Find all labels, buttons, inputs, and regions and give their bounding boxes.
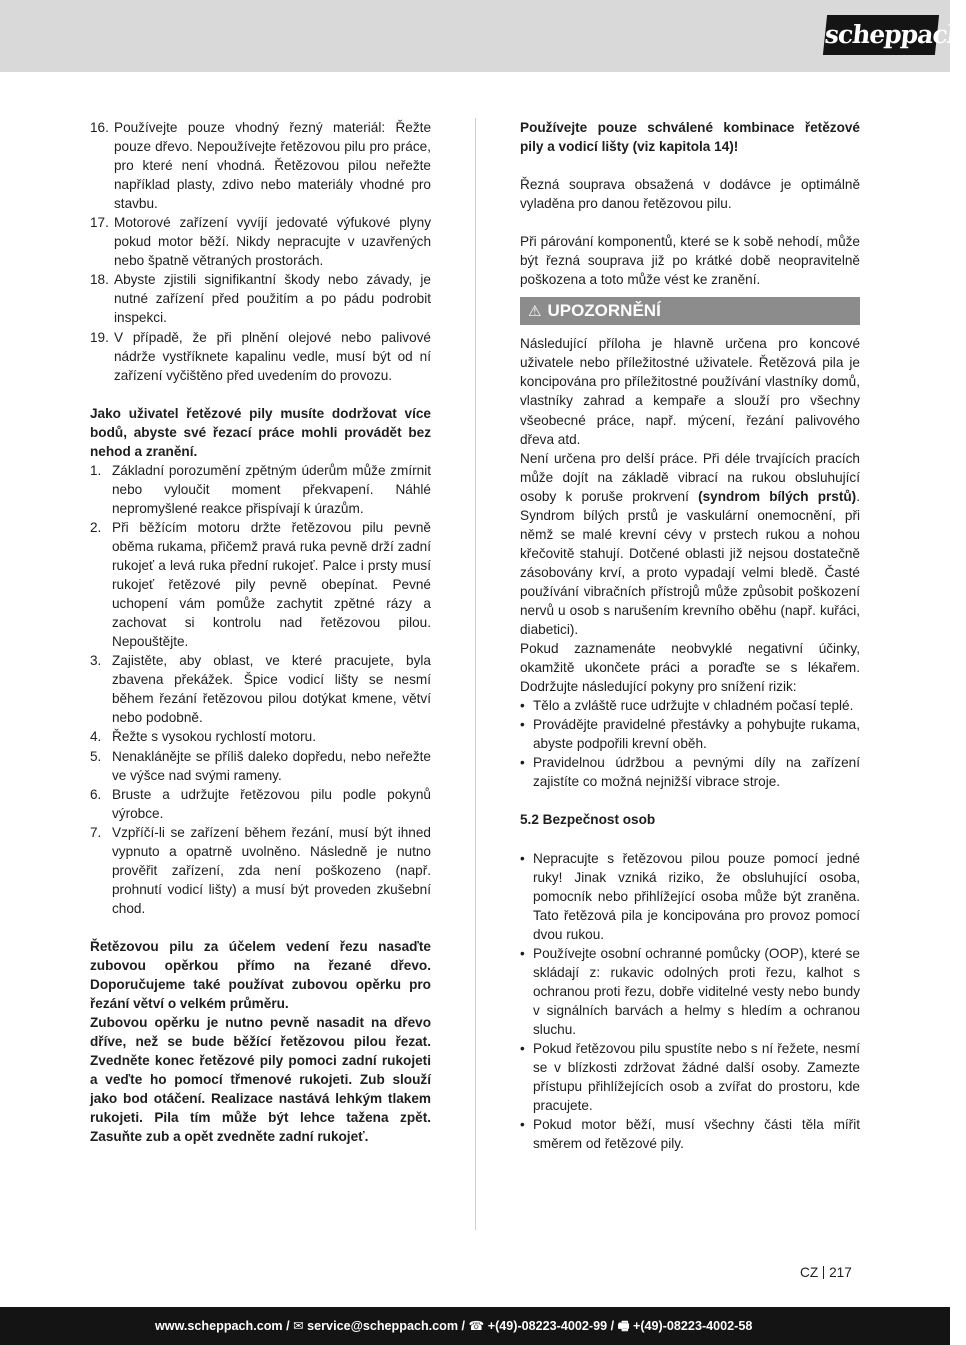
warning-paragraph-intended-use: Následující příloha je hlavně určena pro koncové uživatele nebo příležitostné uživatele. Řetězová pila je koncipována pro příležitostné používání vlastníky domů, vlastníky zahrad a kempaře a slouží pro všechny všeobecné práce, např. mýcení, řezání palivového dřeva atd.: [520, 336, 860, 447]
bullet-icon: •: [520, 1040, 525, 1056]
bullet-icon: •: [520, 717, 525, 733]
list-item: • Provádějte pravidelné přestávky a pohybujte rukama, abyste podpořili krevní oběh.: [520, 715, 860, 753]
list-item: 19. V případě, že při plnění olejové nebo palivové nádrže vystříknete kapalinu vedle, musí být od ní zařízení vyčištěno před uvedením do provozu.: [90, 329, 431, 383]
bullet-icon: •: [520, 850, 525, 866]
list-item: 5. Nenaklánějte se příliš daleko dopředu, nebo neřežte ve výšce nad svými rameny.: [90, 748, 431, 783]
warning-paragraph-doctor: Pokud zaznamenáte neobvyklé negativní účinky, okamžitě ukončete práci a poraďte se s lékařem. Dodržujte následující pokyny pro snížení rizik:: [520, 641, 860, 695]
warning-triangle-icon: ⚠: [528, 303, 542, 321]
list-item: • Tělo a zvláště ruce udržujte v chladném počasí teplé.: [520, 696, 860, 715]
list-item: • Pokud řetězovou pilu spustíte nebo s ní řežete, nesmí se v blízkosti zdržovat žádné další osoby. Zamezte přístupu přihlížejících osob a zvířat do prostoru, kde pracujete.: [520, 1039, 860, 1115]
list-item: • Používejte osobní ochranné pomůcky (OOP), které se skládají z: rukavic odolných proti řezu, kalhot s ochranou proti řezu, dobře viditelné vesty nebo bundy v signálních barvách a helmy s hledím a ochranou sluchu.: [520, 944, 860, 1039]
risk-reduction-list: [520, 696, 860, 791]
right-column: [520, 118, 860, 1153]
kickback-tips-list: [90, 461, 431, 918]
page-number: [800, 1265, 852, 1280]
list-item: 2. Při běžícím motoru držte řetězovou pilu pevně oběma rukama, přičemž pravá ruka pevně drží zadní rukojeť a levá ruka přední rukojeť. Palce i prsty musí rukojeť řetězové pily pevně obepínat. Pevné uchopení vám pomůže zachytit zpětné rázy a zachovat si kontrolu nad řetězovou pilou. Nepouštějte.: [90, 519, 431, 650]
page-header: [0, 0, 966, 72]
page-number-separator: [823, 1266, 824, 1279]
list-item: • Pokud motor běží, musí všechny části těla mířit směrem od řetězové pily.: [520, 1115, 860, 1153]
page-language: CZ: [800, 1265, 819, 1280]
bullet-icon: •: [520, 698, 525, 714]
approved-combinations-note: Používejte pouze schválené kombinace řetězové pily a vodicí lišty (viz kapitola 14)!: [520, 120, 860, 155]
scheppach-logo: scheppach: [823, 15, 939, 55]
page-number-value: 217: [829, 1265, 852, 1280]
list-item: 1. Základní porozumění zpětným úderům může zmírnit nebo vyloučit moment překvapení. Náhlé nepromyšlené reakce přispívají k úrazům.: [90, 462, 431, 516]
warning-paragraph-vibration: Není určena pro delší práce. Při déle trvajících pracích může dojít na základě vibrací na rukou obsluhující osoby k poruše prokrvení (syndrom bílých prstů). Syndrom bílých prstů je vaskulární onemocnění, při němž se malé krevní cévy v prstech rukou a nohou křečovitě stahují. Dotčené oblasti již nejsou dostatečně zásobovány krví, a proto vypadají velmi bledě. Časté používání vibračních přístrojů může způsobit poškození nervů u osob s narušením krevního oběhu (např. kuřáci, diabetici).: [520, 450, 860, 638]
list-item: 6. Bruste a udržujte řetězovou pilu podle pokynů výrobce.: [90, 786, 431, 821]
section-heading-personal-safety: 5.2 Bezpečnost osob: [520, 812, 656, 828]
warning-banner: [520, 297, 860, 325]
component-pairing-paragraph: Při párování komponentů, které se k sobě nehodí, může být řezná souprava již po krátké době neopravitelně poškozena a toto může vést ke zranění.: [520, 234, 860, 288]
bullet-icon: •: [520, 1117, 525, 1133]
list-item: 16. Používejte pouze vhodný řezný materiál: Řežte pouze dřevo. Nepoužívejte řetězovou pilu pro práce, pro které není vhodná. Řetězovou pilou neřežte například plasty, zdivo nebo materiály vhodné pro stavbu.: [90, 120, 431, 212]
list-item: • Nepracujte s řetězovou pilou pouze pomocí jedné ruky! Jinak vzniká riziko, že obsluhující osoba, pomocník nebo přihlížející osoba může být zraněna. Tato řetězová pila je koncipována pro provoz pomocí dvou rukou.: [520, 849, 860, 944]
cutting-set-paragraph: Řezná souprava obsažená v dodávce je optimálně vyladěna pro danou řetězovou pilu.: [520, 177, 860, 212]
footer-contact: www.scheppach.com / ✉ service@scheppach.com / ☎ +(49)-08223-4002-99 / 🖷 +(49)-08223-4002-58: [155, 1319, 753, 1333]
spike-bumper-usage-paragraph: Zubovou opěrku je nutno pevně nasadit na dřevo dříve, než se bude běžící řetězovou pilou řezat. Zvedněte konec řetězové pily pomoci zadní rukojeti a veďte ho pomocí třmenové rukojeti. Zub slouží jako bod otáčení. Realizace nastává lehkým tlakem rukojeti. Pila tím může být lehce tažena zpět. Zasuňte zub a opět zvedněte zadní rukojeť.: [90, 1015, 431, 1145]
personal-safety-list: [520, 849, 860, 1154]
list-item: 3. Zajistěte, aby oblast, ve které pracujete, byla zbavena překážek. Špice vodicí lišty se nesmí během řezání řetězovou pilou dotýkat kmene, větví nebo podobně.: [90, 653, 431, 726]
safety-list-16-19: [90, 118, 431, 385]
list-item: 4. Řežte s vysokou rychlostí motoru.: [90, 729, 316, 745]
bullet-icon: •: [520, 945, 525, 961]
warning-label: UPOZORNĚNÍ: [547, 301, 661, 321]
left-column: [90, 118, 431, 1146]
list-item: • Pravidelnou údržbou a pevnými díly na zařízení zajistíte co možná nejnižší vibrace stroje.: [520, 753, 860, 791]
bullet-icon: •: [520, 755, 525, 771]
spike-bumper-paragraph: Řetězovou pilu za účelem vedení řezu nasaďte zubovou opěrkou přímo na řezané dřevo. Doporučujeme také používat zubovou opěrku pro řezání větví o velkém průměru.: [90, 938, 431, 1012]
list-item: 18. Abyste zjistili signifikantní škody nebo závady, je nutné zařízení před použitím a po pádu podrobit inspekci.: [90, 272, 431, 326]
list-item: 17. Motorové zařízení vyvíjí jedovaté výfukové plyny pokud motor běží. Nikdy nepracujte v uzavřených nebo špatně větraných prostorách.: [90, 215, 431, 269]
column-divider: [475, 118, 476, 1230]
user-instructions-intro: Jako uživatel řetězové pily musíte dodržovat více bodů, abyste své řezací práce mohli provádět bez nehod a zranění.: [90, 405, 431, 459]
page-footer: [0, 1307, 950, 1345]
list-item: 7. Vzpříčí-li se zařízení během řezání, musí být ihned vypnuto a opatrně uvolněno. Následně je nutno prověřit zařízení, zda není poškozeno (např. prohnutí vodicí lišty) a musí být proveden zkušební chod.: [90, 824, 431, 916]
